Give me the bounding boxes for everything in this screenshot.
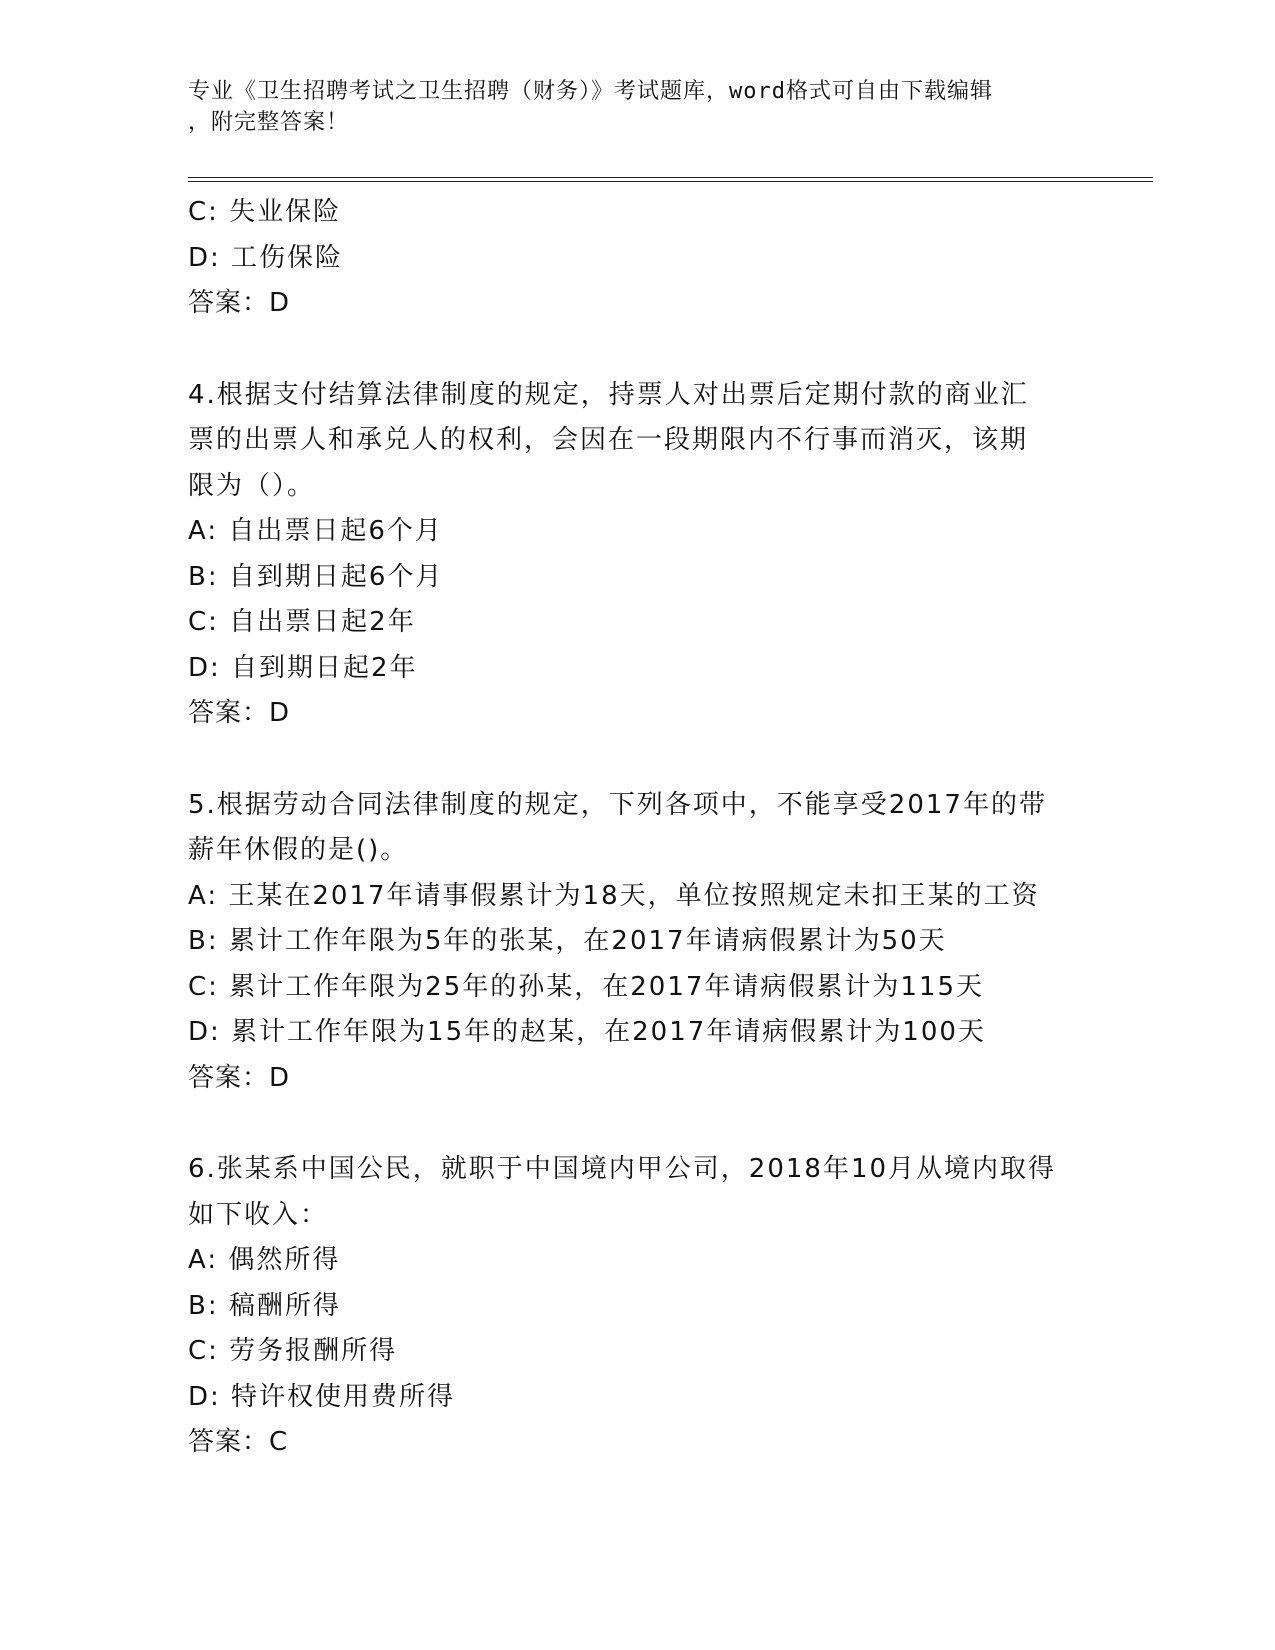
option-b: B: 自到期日起6个月 (188, 561, 444, 592)
question-stem-line: 5.根据劳动合同法律制度的规定，下列各项中，不能享受2017年的带 (188, 789, 1047, 820)
question-stem-line: 票的出票人和承兑人的权利，会因在一段期限内不行事而消灭，该期 (188, 425, 1029, 455)
spacer (188, 1101, 1088, 1147)
header-divider (188, 177, 1153, 182)
option-a: A: 自出票日起6个月 (188, 516, 443, 546)
option-b: B: 稿酬所得 (188, 1290, 341, 1321)
question-list (188, 190, 1088, 1466)
option-c: C: 自出票日起2年 (188, 607, 416, 637)
spacer (188, 737, 1088, 783)
option-c: C: 劳务报酬所得 (188, 1336, 398, 1366)
spacer (188, 327, 1088, 373)
option-a: A: 王某在2017年请事假累计为18天，单位按照规定未扣王某的工资 (188, 880, 1040, 911)
document-header (188, 76, 1068, 138)
option-d: D: 自到期日起2年 (188, 652, 418, 683)
option-d: D: 特许权使用费所得 (188, 1381, 456, 1412)
option-c: C: 失业保险 (188, 197, 342, 227)
question-3-tail (188, 190, 1088, 327)
question-stem-line: 薪年休假的是()。 (188, 835, 409, 865)
question-stem-line: 6.张某系中国公民，就职于中国境内甲公司，2018年10月从境内取得 (188, 1154, 1057, 1184)
question-stem-line: 4.根据支付结算法律制度的规定，持票人对出票后定期付款的商业汇 (188, 379, 1029, 410)
option-d: D: 工伤保险 (188, 242, 344, 273)
question-5 (188, 783, 1088, 1102)
option-a: A: 偶然所得 (188, 1245, 341, 1275)
option-b: B: 累计工作年限为5年的张某，在2017年请病假累计为50天 (188, 926, 947, 956)
option-c: C: 累计工作年限为25年的孙某，在2017年请病假累计为115天 (188, 971, 985, 1002)
answer-line: 答案：D (188, 698, 291, 728)
question-stem-line: 限为（）。 (188, 470, 316, 501)
answer-line: 答案：D (188, 288, 291, 318)
answer-line: 答案：D (188, 1062, 291, 1093)
answer-line: 答案：C (188, 1427, 289, 1457)
header-line-2: ，附完整答案！ (188, 110, 350, 135)
question-stem-line: 如下收入： (188, 1199, 329, 1230)
question-4 (188, 373, 1088, 737)
header-line-1: 专业《卫生招聘考试之卫生招聘（财务）》考试题库，word格式可自由下载编辑 (188, 79, 993, 104)
option-d: D: 累计工作年限为15年的赵某，在2017年请病假累计为100天 (188, 1017, 986, 1047)
question-6 (188, 1147, 1088, 1466)
